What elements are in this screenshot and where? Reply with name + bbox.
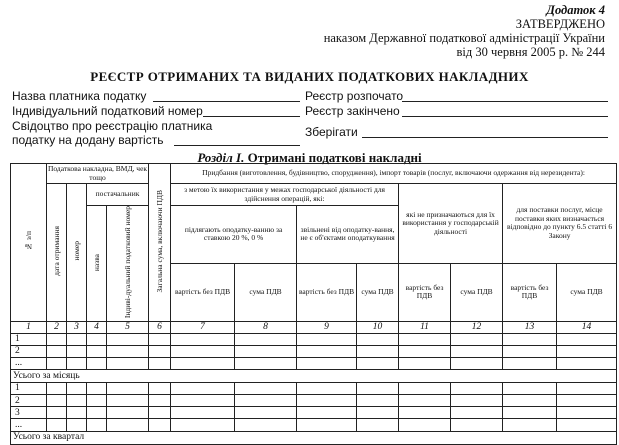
table-cell[interactable] xyxy=(235,395,297,407)
table-cell[interactable] xyxy=(87,345,107,357)
table-cell[interactable] xyxy=(107,407,149,419)
table-cell[interactable] xyxy=(67,407,87,419)
table-cell[interactable] xyxy=(47,345,67,357)
col-header-cost-7: вартість без ПДВ xyxy=(171,263,235,321)
col-header-supplier-name: назва xyxy=(87,206,107,322)
stored-line[interactable] xyxy=(362,137,608,138)
col-header-cost-11: вартість без ПДВ xyxy=(399,263,451,321)
col-number: 7 xyxy=(171,321,235,333)
registry-finished-line[interactable] xyxy=(402,116,608,117)
section-title: Розділ I. Отримані податкові накладні xyxy=(197,150,422,165)
table-cell[interactable] xyxy=(357,333,399,345)
table-cell[interactable] xyxy=(87,395,107,407)
table-cell[interactable] xyxy=(451,395,503,407)
table-cell[interactable] xyxy=(357,407,399,419)
table-row xyxy=(11,395,617,407)
quarter-total-label: Усього за квартал xyxy=(11,431,617,444)
appendix-label: Додаток 4 xyxy=(546,3,605,17)
table-cell[interactable] xyxy=(149,333,171,345)
table-cell[interactable] xyxy=(399,395,451,407)
col-header-exempt: звільнені від оподатку-вання, не є об'єктами оподаткування xyxy=(297,206,399,264)
table-cell[interactable] xyxy=(235,333,297,345)
table-cell[interactable] xyxy=(399,345,451,357)
table-cell[interactable] xyxy=(557,333,617,345)
tax-number-label: Індивідуальний податковий номер xyxy=(12,104,203,118)
col-number: 14 xyxy=(557,321,617,333)
column-number-row xyxy=(11,321,617,333)
col-number: 1 xyxy=(11,321,47,333)
table-cell[interactable] xyxy=(87,407,107,419)
table-cell[interactable] xyxy=(87,419,107,431)
col-header-not-business: які не призначаються для їх використання у господарській діяльності xyxy=(399,184,503,264)
col-number: 4 xyxy=(87,321,107,333)
table-cell[interactable] xyxy=(451,357,503,369)
table-cell[interactable] xyxy=(47,395,67,407)
table-cell[interactable] xyxy=(235,407,297,419)
col-header-date: дата отримання xyxy=(47,184,67,322)
col-number: 3 xyxy=(67,321,87,333)
col-header-vat-8: сума ПДВ xyxy=(235,263,297,321)
col-header-num: № з/п xyxy=(11,164,47,322)
table-cell[interactable] xyxy=(357,357,399,369)
col-number: 13 xyxy=(503,321,557,333)
table-cell[interactable] xyxy=(357,395,399,407)
col-number: 8 xyxy=(235,321,297,333)
table-cell[interactable] xyxy=(399,407,451,419)
table-cell[interactable] xyxy=(47,419,67,431)
table-cell[interactable] xyxy=(47,333,67,345)
row-number: 3 xyxy=(11,407,47,419)
row-number: ... xyxy=(11,419,47,431)
table-cell[interactable] xyxy=(357,419,399,431)
order-date: від 30 червня 2005 р. № 244 xyxy=(456,45,605,59)
col-number: 10 xyxy=(357,321,399,333)
row-number: ... xyxy=(11,357,47,369)
row-number: 1 xyxy=(11,333,47,345)
month-total-row xyxy=(11,369,617,382)
table-cell[interactable] xyxy=(503,333,557,345)
col-header-total: Загальна сума, включаючи ПДВ xyxy=(149,164,171,322)
table-cell[interactable] xyxy=(503,407,557,419)
table-cell[interactable] xyxy=(67,419,87,431)
registry-finished-label: Реєстр закінчено xyxy=(305,104,400,118)
quarter-total-row xyxy=(11,431,617,444)
table-cell[interactable] xyxy=(357,345,399,357)
table-cell[interactable] xyxy=(557,357,617,369)
table-cell[interactable] xyxy=(87,357,107,369)
col-number: 9 xyxy=(297,321,357,333)
col-number: 12 xyxy=(451,321,503,333)
col-number: 6 xyxy=(149,321,171,333)
table-cell[interactable] xyxy=(451,345,503,357)
table-cell[interactable] xyxy=(47,383,67,395)
col-header-number: номер xyxy=(67,184,87,322)
table-cell[interactable] xyxy=(503,395,557,407)
table-cell[interactable] xyxy=(67,333,87,345)
table-cell[interactable] xyxy=(399,357,451,369)
payer-name-line[interactable] xyxy=(153,101,300,102)
table-cell[interactable] xyxy=(107,333,149,345)
row-number: 2 xyxy=(11,395,47,407)
table-cell[interactable] xyxy=(171,357,235,369)
col-header-supplier: постачальник xyxy=(87,184,149,206)
table-cell[interactable] xyxy=(149,383,171,395)
table-cell[interactable] xyxy=(503,383,557,395)
table-cell[interactable] xyxy=(503,345,557,357)
vat-cert-line[interactable] xyxy=(174,145,300,146)
table-cell[interactable] xyxy=(149,419,171,431)
tax-number-line[interactable] xyxy=(203,116,300,117)
table-cell[interactable] xyxy=(557,383,617,395)
approved-label: ЗАТВЕРДЖЕНО xyxy=(515,17,605,31)
table-cell[interactable] xyxy=(235,383,297,395)
col-header-supplier-taxid: Індиві-дуальний податковий номер xyxy=(107,206,149,322)
vat-cert-label-2: податку на додану вартість xyxy=(12,133,164,147)
table-row xyxy=(11,383,617,395)
table-cell[interactable] xyxy=(557,407,617,419)
table-row xyxy=(11,357,617,369)
table-cell[interactable] xyxy=(503,357,557,369)
table-cell[interactable] xyxy=(149,357,171,369)
order-label: наказом Державної податкової адміністрації України xyxy=(323,31,605,45)
table-cell[interactable] xyxy=(171,407,235,419)
table-cell[interactable] xyxy=(451,419,503,431)
col-header-taxable: підлягають оподатку-ванню за ставкою 20 %, 0 % xyxy=(171,206,297,264)
table-row xyxy=(11,407,617,419)
table-cell[interactable] xyxy=(451,383,503,395)
table-cell[interactable] xyxy=(171,419,235,431)
table-cell[interactable] xyxy=(171,383,235,395)
table-cell[interactable] xyxy=(297,383,357,395)
table-cell[interactable] xyxy=(107,357,149,369)
table-cell[interactable] xyxy=(399,383,451,395)
table-cell[interactable] xyxy=(297,407,357,419)
table-cell[interactable] xyxy=(67,357,87,369)
table-cell[interactable] xyxy=(47,357,67,369)
table-cell[interactable] xyxy=(107,419,149,431)
table-cell[interactable] xyxy=(235,345,297,357)
page-title: РЕЄСТР ОТРИМАНИХ ТА ВИДАНИХ ПОДАТКОВИХ НАКЛАДНИХ xyxy=(90,69,529,84)
table-cell[interactable] xyxy=(87,333,107,345)
table-cell[interactable] xyxy=(557,419,617,431)
table-cell[interactable] xyxy=(451,333,503,345)
table-row xyxy=(11,345,617,357)
table-cell[interactable] xyxy=(67,395,87,407)
table-cell[interactable] xyxy=(557,345,617,357)
table-cell[interactable] xyxy=(107,383,149,395)
table-cell[interactable] xyxy=(149,407,171,419)
table-cell[interactable] xyxy=(149,395,171,407)
table-cell[interactable] xyxy=(557,395,617,407)
table-cell[interactable] xyxy=(235,357,297,369)
table-cell[interactable] xyxy=(171,345,235,357)
table-cell[interactable] xyxy=(47,407,67,419)
col-header-vat-12: сума ПДВ xyxy=(451,263,503,321)
col-header-for-business: з метою їх використання у межах господарської діяльності для здійснення операцій, які: xyxy=(171,184,399,206)
vat-cert-label-1: Свідоцтво про реєстрацію платника xyxy=(12,119,213,133)
payer-name-label: Назва платника податку xyxy=(12,89,147,103)
table-cell[interactable] xyxy=(107,345,149,357)
registry-started-line[interactable] xyxy=(402,101,608,102)
table-cell[interactable] xyxy=(297,345,357,357)
stored-label: Зберігати xyxy=(305,125,358,139)
table-cell[interactable] xyxy=(399,419,451,431)
table-cell[interactable] xyxy=(235,419,297,431)
col-number: 5 xyxy=(107,321,149,333)
col-header-invoice: Податкова накладна, ВМД, чек тощо xyxy=(47,164,148,182)
table-cell[interactable] xyxy=(67,345,87,357)
table-cell[interactable] xyxy=(297,333,357,345)
table-cell[interactable] xyxy=(357,383,399,395)
table-cell[interactable] xyxy=(399,333,451,345)
table-cell[interactable] xyxy=(171,395,235,407)
col-number: 2 xyxy=(47,321,67,333)
table-cell[interactable] xyxy=(87,383,107,395)
col-header-vat-10: сума ПДВ xyxy=(357,263,399,321)
col-header-cost-13: вартість без ПДВ xyxy=(503,263,557,321)
month-total-label: Усього за місяць xyxy=(11,369,617,382)
table-cell[interactable] xyxy=(149,345,171,357)
table-cell[interactable] xyxy=(67,383,87,395)
table-cell[interactable] xyxy=(297,419,357,431)
row-number: 2 xyxy=(11,345,47,357)
table-cell[interactable] xyxy=(451,407,503,419)
table-row xyxy=(11,333,617,345)
col-header-cost-9: вартість без ПДВ xyxy=(297,263,357,321)
invoice-registry-table xyxy=(10,163,617,445)
table-cell[interactable] xyxy=(107,395,149,407)
col-header-vat-14: сума ПДВ xyxy=(557,263,617,321)
col-number: 11 xyxy=(399,321,451,333)
table-row xyxy=(11,419,617,431)
col-header-services: для поставки послуг, місце поставки яких визначається відповідно до пункту 6.5 статті 6 Закону xyxy=(503,184,617,264)
table-cell[interactable] xyxy=(297,395,357,407)
table-cell[interactable] xyxy=(171,333,235,345)
table-cell[interactable] xyxy=(503,419,557,431)
row-number: 1 xyxy=(11,383,47,395)
col-header-purchase: Придбання (виготовлення, будівництво, спорудження), імпорт товарів (послуг, включаючи одержання від нерезидента): xyxy=(171,164,617,184)
registry-started-label: Реєстр розпочато xyxy=(305,89,404,103)
table-cell[interactable] xyxy=(297,357,357,369)
